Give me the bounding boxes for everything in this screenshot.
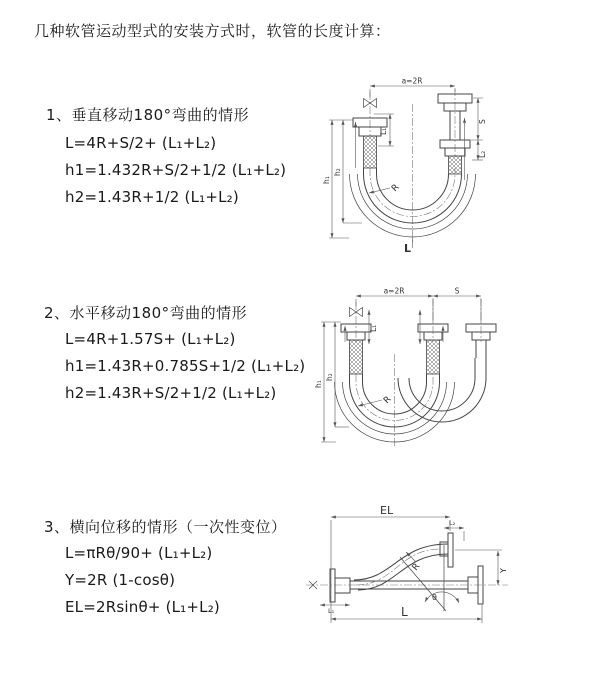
diagram-horizontal-180-bend: [308, 282, 590, 472]
section2-heading: 2、水平移动180°弯曲的情形: [44, 304, 248, 322]
section2-formula-h1: h1=1.43R+0.785S+1/2 (L₁+L₂): [65, 357, 306, 375]
radius-label: R: [382, 394, 394, 407]
dim-label-a2r: a=2R: [401, 76, 423, 86]
dimension-L2: [472, 140, 487, 160]
dim-label-l1: L₁: [369, 324, 378, 332]
section3-formula-Y: Y=2R (1-cosθ): [65, 571, 176, 589]
section1-formula-L: L=4R+S/2+ (L₁+L₂): [65, 134, 217, 152]
left-flange-fitting: [341, 324, 371, 374]
dim-label-l1: L₁: [379, 127, 388, 135]
dim-label-el: EL: [380, 504, 394, 517]
dimension-L1: [374, 114, 394, 146]
dimension-a-2R: [356, 287, 433, 297]
braided-hose-left: [350, 340, 363, 374]
braided-hose-left: [364, 136, 377, 168]
dim-label-h2: h₂: [325, 373, 334, 381]
dimension-S: [471, 98, 487, 140]
radius-label: R: [410, 561, 423, 573]
dim-label-y: Y: [499, 568, 508, 573]
angle-label: θ: [432, 593, 437, 602]
dim-label-l1: L₁: [328, 607, 335, 615]
dim-label-l2: L₂: [449, 519, 456, 527]
dim-label-a2r: a=2R: [383, 286, 405, 296]
dimension-h2: [325, 322, 349, 427]
dim-label-h1: h₁: [322, 176, 331, 184]
section1-heading: 1、垂直移动180°弯曲的情形: [46, 106, 250, 124]
dimension-L-total: [404, 238, 413, 255]
section3-formula-EL: EL=2Rsinθ+ (L₁+L₂): [65, 598, 220, 616]
dimension-Y: [455, 550, 508, 585]
centerlines: [356, 298, 481, 448]
length-label: L: [404, 242, 412, 255]
dimension-L1: [369, 310, 378, 344]
hose-u-bend-shifted: [398, 358, 486, 422]
section2-formula-L: L=4R+1.57S+ (L₁+L₂): [65, 330, 236, 348]
dim-label-h1: h₁: [314, 380, 323, 388]
middle-flange-fitting: [418, 324, 448, 374]
section3-formula-L: L=πRθ/90+ (L₁+L₂): [65, 544, 213, 562]
dimension-S: [356, 287, 481, 323]
upper-right-flange: [448, 533, 453, 567]
dim-label-l2: L₂: [478, 150, 487, 158]
dim-label-s: S: [454, 286, 460, 296]
dimension-L1: [320, 605, 350, 615]
dimension-h1: [322, 120, 353, 238]
section1-formula-h2: h2=1.43R+1/2 (L₁+L₂): [65, 188, 239, 206]
dimension-L-total: [331, 605, 482, 623]
radius-label: R: [390, 182, 402, 195]
braided-hose-middle: [427, 340, 440, 374]
radius-leader: [358, 395, 394, 407]
page-title: 几种软管运动型式的安装方式时，软管的长度计算：: [34, 22, 391, 40]
dim-label-h2: h₂: [333, 168, 342, 176]
diagram-lateral-displacement: [298, 505, 600, 645]
section3-heading: 3、横向位移的情形（一次性变位）: [44, 518, 287, 536]
braided-hose-right: [449, 156, 462, 174]
dim-label-s: S: [478, 119, 487, 124]
section1-formula-h1: h1=1.432R+S/2+1/2 (L₁+L₂): [65, 161, 287, 179]
dimension-h1: [314, 322, 341, 442]
length-label: L: [401, 605, 408, 619]
dimension-L2: [444, 519, 464, 541]
section2-formula-h2: h2=1.43R+S/2+1/2 (L₁+L₂): [65, 384, 277, 402]
dimension-h2: [333, 120, 362, 223]
diagram-vertical-180-bend: [312, 72, 590, 262]
left-flange-fitting: [330, 569, 350, 602]
